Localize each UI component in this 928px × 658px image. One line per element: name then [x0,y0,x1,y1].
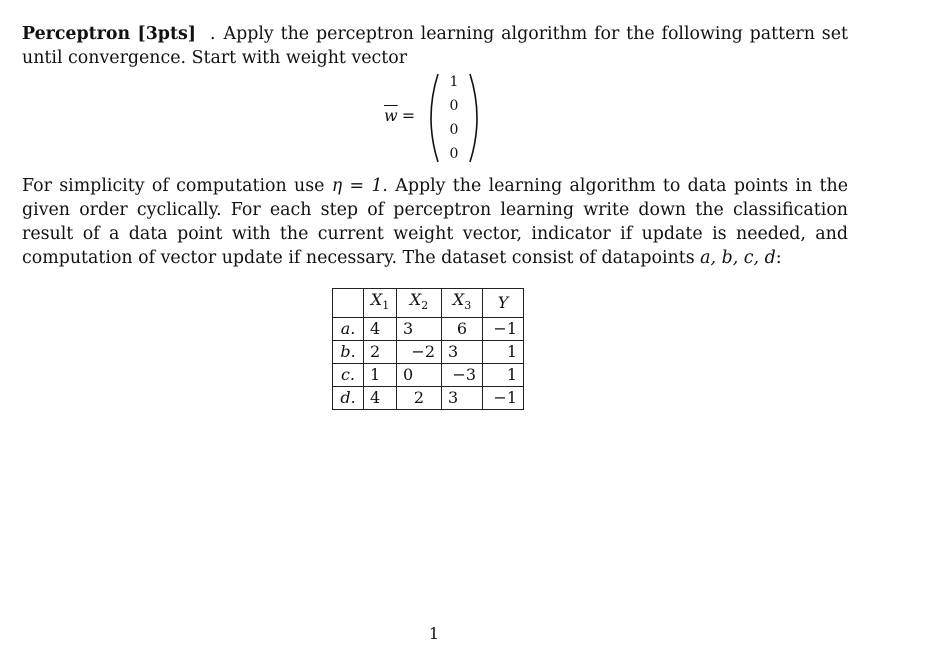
weight-entry: 0 [449,146,459,162]
table-row [333,318,524,341]
problem-heading: Perceptron [3pts] [22,24,197,44]
cell-x2: 3 [397,318,442,341]
cell-x3: 6 [442,318,483,341]
dataset-table [332,288,524,410]
cell-y: −1 [483,318,524,341]
table-corner-cell [333,289,364,318]
row-label: d. [333,387,364,410]
weight-symbol: $\overline{w}$ [384,106,398,125]
row-label: a. [333,318,364,341]
cell-x1: 4 [364,318,397,341]
cell-y: 1 [483,341,524,364]
cell-y: 1 [483,364,524,387]
weight-vector-entries [446,70,462,166]
cell-x2: 2 [397,387,442,410]
cell-x1: 2 [364,341,397,364]
cell-x3: 3 [442,387,483,410]
cell-x2: −2 [397,341,442,364]
header-y: Y [483,289,524,318]
equals-sign: = [401,106,416,125]
cell-x1: 4 [364,387,397,410]
datapoints-expression: a, b, c, d [700,248,776,268]
intro-text: Apply the perceptron learning algorithm for the following pattern set until convergence. Start with weight vector [22,24,848,68]
heading-separator: . [210,24,216,44]
table-row [333,364,524,387]
row-label: c. [333,364,364,387]
table-row [333,387,524,410]
instructions-paragraph [22,174,848,270]
weight-entry: 0 [449,98,459,114]
page-number: 1 [428,624,440,643]
header-x3: $X_3$ [442,289,483,318]
header-x1: $X_1$ [364,289,397,318]
cell-x1: 1 [364,364,397,387]
weight-entry: 1 [449,74,459,90]
eta-expression: η = 1 [331,176,383,196]
cell-x3: 3 [442,341,483,364]
table-header-row [333,289,524,318]
instructions-end: : [775,248,782,268]
cell-x3: −3 [442,364,483,387]
table-row [333,341,524,364]
cell-x2: 0 [397,364,442,387]
instructions-text-b: . Apply the learning algorithm to data points in the given order cyclically. For each step of perceptron learning write down the classification result of a data point with the current weight vector, indicator if update is needed, and computation of vector update if necessary. The dataset consist of datapoints [22,176,848,268]
weight-vector-equation [384,70,524,166]
header-x2: $X_2$ [397,289,442,318]
weight-entry: 0 [449,122,459,138]
cell-y: −1 [483,387,524,410]
row-label: b. [333,341,364,364]
problem-intro-paragraph [22,22,848,70]
instructions-text-a: For simplicity of computation use [22,176,325,196]
